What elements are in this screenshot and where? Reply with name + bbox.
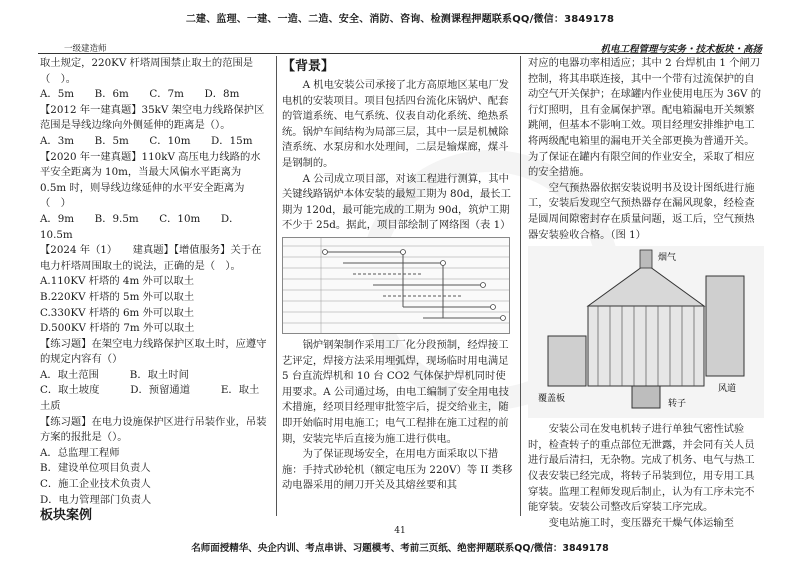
option-line: C．取土坡度 D．预留通道 E．取土土质 — [40, 384, 260, 413]
network-diagram — [282, 237, 510, 334]
option-line: A．总监理工程师 — [40, 446, 120, 459]
question-line: 【练习题】在电力设施保护区进行吊装作业，吊装方案的报批是（）。 — [40, 415, 267, 444]
paragraph: 变电站施工时，变压器充干燥气体运输至 — [548, 516, 734, 529]
section-title-background: 【背景】 — [282, 59, 335, 74]
paragraph: A 机电安装公司承接了北方高原地区某电厂发电机的安装项目。项目包括四台流化床锅炉、配套的管道系统、电气系统、仪表自动化系统、绝热系统。锅炉车间结构为局部三层，其中一层是机械除渣系统、水泵房和水处理间，二层是输煤廊，煤斗是钢制的。 — [282, 79, 509, 169]
label-cover-plate: 覆盖板 — [538, 394, 566, 405]
text-line: 取土规定，220KV 杆塔周围禁止取土的范围是（ ）。 — [40, 57, 254, 85]
option-line: C.330KV 杆塔的 6m 外可以取土 — [40, 306, 195, 319]
label-flue-gas: 烟气 — [658, 253, 677, 264]
header-left: 一级建造师 — [64, 44, 107, 54]
option-line: D．电力管理部门负责人 — [40, 493, 152, 506]
paragraph: 对应的电器功率相适应；其中 2 台焊机由 1 个闸刀控制，将其串联连接，其中一个带有过流保护的自动空气开关保护；在球罐内作业使用电压为 36V 的行灯照明，且有金属保护罩。配电箱漏电开关频繁跳闸，但基本不影响工效。项目经理安排维护电工将两级配电箱里的漏电开关全部更换为普通开关。为了保证在罐内有限空间的作业安全，采取了相应的安全措施。 — [528, 57, 762, 179]
question-line: 【2012 年一建真题】35kV 架空电力线路保护区范围是导线边缘向外侧延伸的距离是（）。 — [40, 103, 265, 132]
option-line: C．施工企业技术负责人 — [40, 478, 151, 491]
column-1 — [40, 56, 268, 524]
column-divider-1 — [276, 56, 277, 516]
top-banner: 二建、监理、一建、一造、二造、安全、消防、咨询、检测课程押题联系QQ/微信：3849178 — [185, 14, 615, 25]
page-number: 41 — [394, 526, 406, 536]
column-2 — [282, 56, 514, 494]
footer-banner: 名师面授精华、央企内训、考点串讲、习题模考、考前三页纸、绝密押题联系QQ/微信：3849178 — [191, 543, 609, 554]
question-line: 【2024 年（1） 建真题】【增值服务】关于在电力杆塔周围取土的说法，正确的是（ ）。 — [40, 244, 262, 272]
option-line: A．3m B．5m C．10m D．15m — [40, 134, 253, 147]
paragraph: 为了保证现场安全，在用电方面采取以下措施：手持式砂轮机（额定电压为 220V）等 II 类移动电器采用的闸刀开关及其熔丝要和其 — [282, 448, 513, 492]
paragraph: 空气预热器依据安装说明书及设计图纸进行施工，安装后发现空气预热器存在漏风现象，经检查是圆周间隙密封存在质量问题，返工后，空气预热器安装验收合格。（图 1） — [528, 181, 755, 241]
header-rule — [38, 53, 762, 54]
option-line: A．5m B．6m C．7m D．8m — [40, 88, 240, 101]
paragraph: 安装公司在发电机转子进行单独气密性试验时，检查转子的重点部位无泄露，并会同有关人员进行最后清扫，无杂物。完成了机务、电气与热工仪表安装已经完成，将转子吊装到位，用专用工具穿装。监理工程师发现后制止，认为有工序未完不能穿装。安装公司整改后穿装工序完成。 — [528, 423, 755, 514]
question-line: 【练习题】在架空电力线路保护区取土时，应遵守的规定内容有（） — [40, 337, 267, 366]
boiler-figure — [528, 246, 764, 418]
section-title-case: 板块案例 — [40, 508, 93, 524]
option-line: A．取土范围 B．取土时间 — [40, 368, 189, 381]
paragraph: 锅炉钢架制作采用工厂化分段预制，经焊接工艺评定，焊接方法采用埋弧焊，现场临时用电满足 5 台直流焊机和 10 台 CO2 气体保护焊机同时使用要求。A 公司通过场，由电工编制了安全用电技术措施，经项目经理审批签字后，提交给业主，随即开始临时用电施工；电气工程排在施工过程的前期，安装完毕后直接为施工进行供电。 — [282, 338, 509, 445]
column-3 — [528, 56, 764, 531]
air-preheater-illustration — [528, 246, 764, 418]
option-line: A．9m B．9.5m C．10m D．10.5m — [40, 212, 240, 241]
question-line: 【2020 年一建真题】110kV 高压电力线路的水平安全距离为 10m，当最大风偏水平距离为 0.5m 时，则导线边缘延伸的水平安全距离为（ ） — [40, 150, 261, 210]
option-line: D.500KV 杆塔的 7m 外可以取土 — [40, 322, 195, 335]
network-diagram-svg — [283, 238, 509, 333]
header-right: 机电工程管理与实务・技术板块・高扬 — [600, 44, 762, 55]
option-line: A.110KV 杆塔的 4m 外可以取土 — [40, 275, 195, 288]
label-air-duct: 风道 — [718, 384, 737, 395]
option-line: B.220KV 杆塔的 5m 外可以取土 — [40, 290, 195, 303]
option-line: B．建设单位项目负责人 — [40, 462, 151, 475]
column-divider-2 — [520, 56, 521, 516]
label-rotor: 转子 — [668, 399, 687, 410]
paragraph: A 公司成立项目部，对该工程进行测算，其中关键线路锅炉本体安装的最短工期为 80d，最长工期为 120d，最可能完成的工期为 90d，筑炉工期不少于 25d。据此，项目部绘制了网络图（表 1） — [282, 172, 511, 232]
